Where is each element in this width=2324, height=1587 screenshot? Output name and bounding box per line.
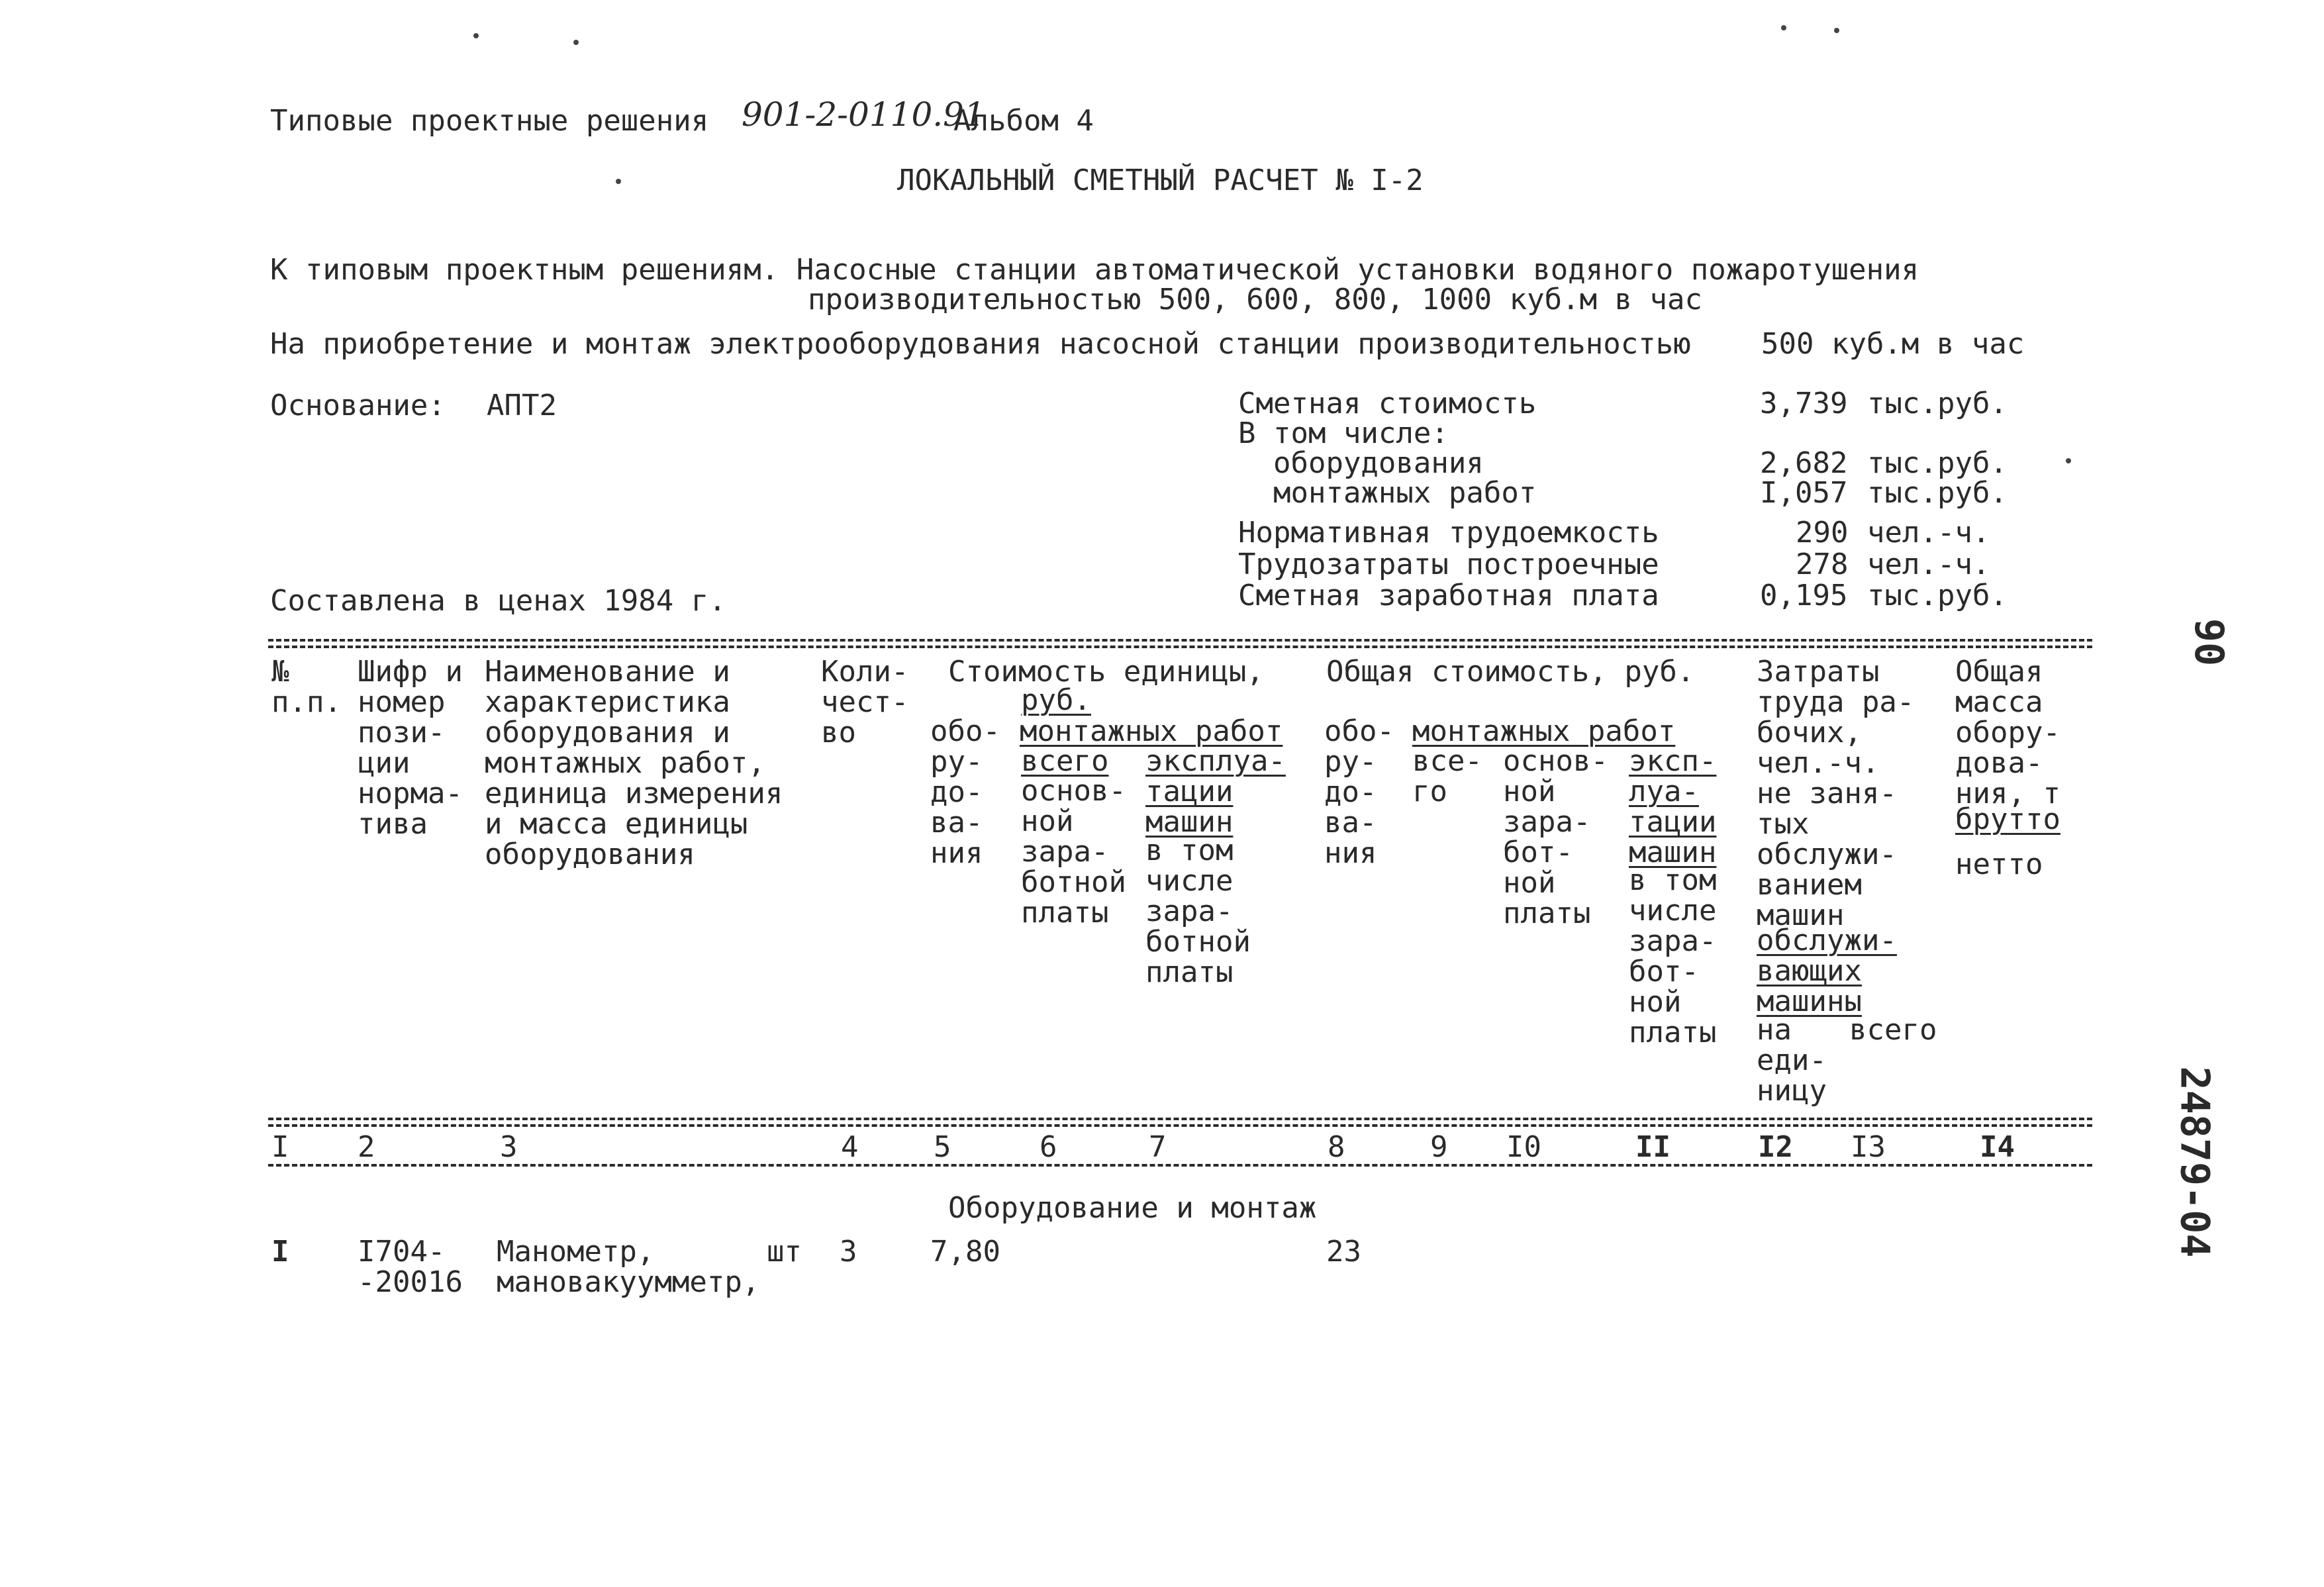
header-unit-basic: основ- ной зара- ботной платы xyxy=(1021,774,1126,930)
series-code: 901-2-0110.91 xyxy=(742,95,985,134)
column-number-rule xyxy=(268,1164,2092,1167)
basis-label: Основание: xyxy=(270,389,446,422)
summary-unit-3: тыс.руб. xyxy=(1867,476,2008,510)
summary-label-1: В том числе: xyxy=(1238,416,1449,450)
header-col-name: Наименование и характеристика оборудования и монтажных работ, единица измерения и масса единицы оборудования xyxy=(485,655,783,871)
row-total-equip: 23 xyxy=(1326,1235,1361,1269)
header-col-number: № п.п. xyxy=(271,655,342,719)
header-unit-total: всего xyxy=(1021,744,1109,778)
column-number: 5 xyxy=(934,1130,951,1164)
column-number: 2 xyxy=(358,1130,375,1164)
column-number: I0 xyxy=(1506,1130,1541,1164)
header-col-code: Шифр и номер пози- ции норма- тива xyxy=(358,655,463,841)
column-number: I4 xyxy=(1980,1130,2015,1164)
row-number: I xyxy=(271,1235,289,1269)
header-mass-net: нетто xyxy=(1955,847,2043,881)
summary-label-5: Трудозатраты построечные xyxy=(1238,548,1659,581)
summary-value-4: 290 xyxy=(1796,516,1849,550)
header-labor-per-unit: на еди- ницу xyxy=(1757,1013,1827,1108)
header-unit-equip: обо- ру- до- ва- ния xyxy=(930,714,1000,870)
summary-label-4: Нормативная трудоемкость xyxy=(1238,516,1659,550)
summary-unit-2: тыс.руб. xyxy=(1867,446,2008,480)
header-unit-mount: монтажных работ xyxy=(1020,714,1283,748)
summary-value-0: 3,739 xyxy=(1760,387,1848,420)
header-labor-service: обслужи- вающих машины xyxy=(1757,924,1897,1018)
album-label: Альбом 4 xyxy=(953,104,1094,138)
summary-value-6: 0,195 xyxy=(1760,579,1848,612)
scan-speck xyxy=(1781,25,1786,30)
document-number: 24879-04 xyxy=(2171,1066,2218,1258)
summary-unit-4: чел.-ч. xyxy=(1867,516,1990,550)
header-total-all: все- го xyxy=(1412,744,1482,808)
summary-label-3: монтажных работ xyxy=(1238,476,1537,510)
header-bottom-rule xyxy=(268,1118,2092,1120)
summary-value-3: I,057 xyxy=(1760,476,1848,510)
scan-speck xyxy=(2066,458,2071,463)
table-top-rule-2 xyxy=(268,646,2092,648)
column-number: 4 xyxy=(841,1130,859,1164)
header-total-exploit: эксп- луа- тации машин xyxy=(1629,744,1717,869)
column-number: 7 xyxy=(1149,1130,1167,1164)
page-mark: 90 xyxy=(2186,618,2233,667)
column-number: 8 xyxy=(1328,1130,1345,1164)
header-unit-exploit-incl: в том числе зара- ботной платы xyxy=(1145,834,1251,989)
column-number: I2 xyxy=(1758,1130,1793,1164)
summary-label-0: Сметная стоимость xyxy=(1238,387,1537,420)
row-code: I704- -20016 xyxy=(358,1235,463,1299)
scan-speck xyxy=(473,33,479,38)
scan-speck xyxy=(1834,28,1839,33)
row-qty: 3 xyxy=(840,1235,857,1269)
header-bottom-rule-2 xyxy=(268,1124,2092,1127)
subject-line-1: К типовым проектным решениям. Насосные станции автоматической установки водяного пожаротушения xyxy=(270,253,1919,287)
header-total-cost: Общая стоимость, руб. xyxy=(1326,655,1695,689)
summary-label-6: Сметная заработная плата xyxy=(1238,579,1659,612)
section-title: Оборудование и монтаж xyxy=(948,1191,1317,1225)
purpose-text: На приобретение и монтаж электрооборудования насосной станции производительностью xyxy=(270,327,1691,361)
table-top-rule xyxy=(268,639,2092,642)
header-unit-cost-rub: руб. xyxy=(1021,683,1091,717)
summary-unit-6: тыс.руб. xyxy=(1867,579,2008,612)
purpose-value: 500 куб.м в час xyxy=(1761,327,2025,361)
header-total-equip: обо- ру- до- ва- ния xyxy=(1324,714,1394,870)
summary-value-5: 278 xyxy=(1796,548,1849,581)
column-number: II xyxy=(1635,1130,1670,1164)
summary-label-2: оборудования xyxy=(1238,446,1484,480)
header-total-exploit-incl: в том числе зара- бот- ной платы xyxy=(1629,863,1717,1049)
scan-speck xyxy=(573,40,579,45)
column-number: 9 xyxy=(1430,1130,1448,1164)
row-unit-equip: 7,80 xyxy=(930,1235,1000,1269)
prices-note: Составлена в ценах 1984 г. xyxy=(270,584,726,618)
column-number: I3 xyxy=(1851,1130,1886,1164)
summary-value-2: 2,682 xyxy=(1760,446,1848,480)
header-mass-gross: брутто xyxy=(1955,802,2060,836)
document-title: ЛОКАЛЬНЫЙ СМЕТНЫЙ РАСЧЕТ № I-2 xyxy=(897,164,1424,197)
header-unit-cost: Стоимость единицы, xyxy=(948,655,1264,689)
column-number: 3 xyxy=(500,1130,518,1164)
column-number: 6 xyxy=(1040,1130,1057,1164)
header-labor: Затраты труда ра- бочих, чел.-ч. не заня- тых обслужи- ванием машин xyxy=(1757,655,1915,932)
row-unit: шт xyxy=(767,1235,802,1269)
row-name: Манометр, мановакуумметр, xyxy=(497,1235,760,1299)
column-number: I xyxy=(271,1130,289,1164)
header-col-qty: Коли- чест- во xyxy=(821,655,909,749)
summary-unit-5: чел.-ч. xyxy=(1867,548,1990,581)
summary-unit-0: тыс.руб. xyxy=(1867,387,2008,420)
header-mass: Общая масса обору- дова- ния, т xyxy=(1955,655,2060,810)
header-total-mount: монтажных работ xyxy=(1412,714,1676,748)
header-labor-total: всего xyxy=(1849,1013,1937,1047)
subject-line-2: производительностью 500, 600, 800, 1000 куб.м в час xyxy=(808,283,1703,316)
header-total-basic: основ- ной зара- бот- ной платы xyxy=(1503,744,1608,930)
series-label: Типовые проектные решения xyxy=(270,104,709,138)
header-unit-exploit: эксплуа- тации машин xyxy=(1145,744,1286,839)
scan-speck xyxy=(616,179,621,184)
basis-value: АПТ2 xyxy=(487,389,557,422)
